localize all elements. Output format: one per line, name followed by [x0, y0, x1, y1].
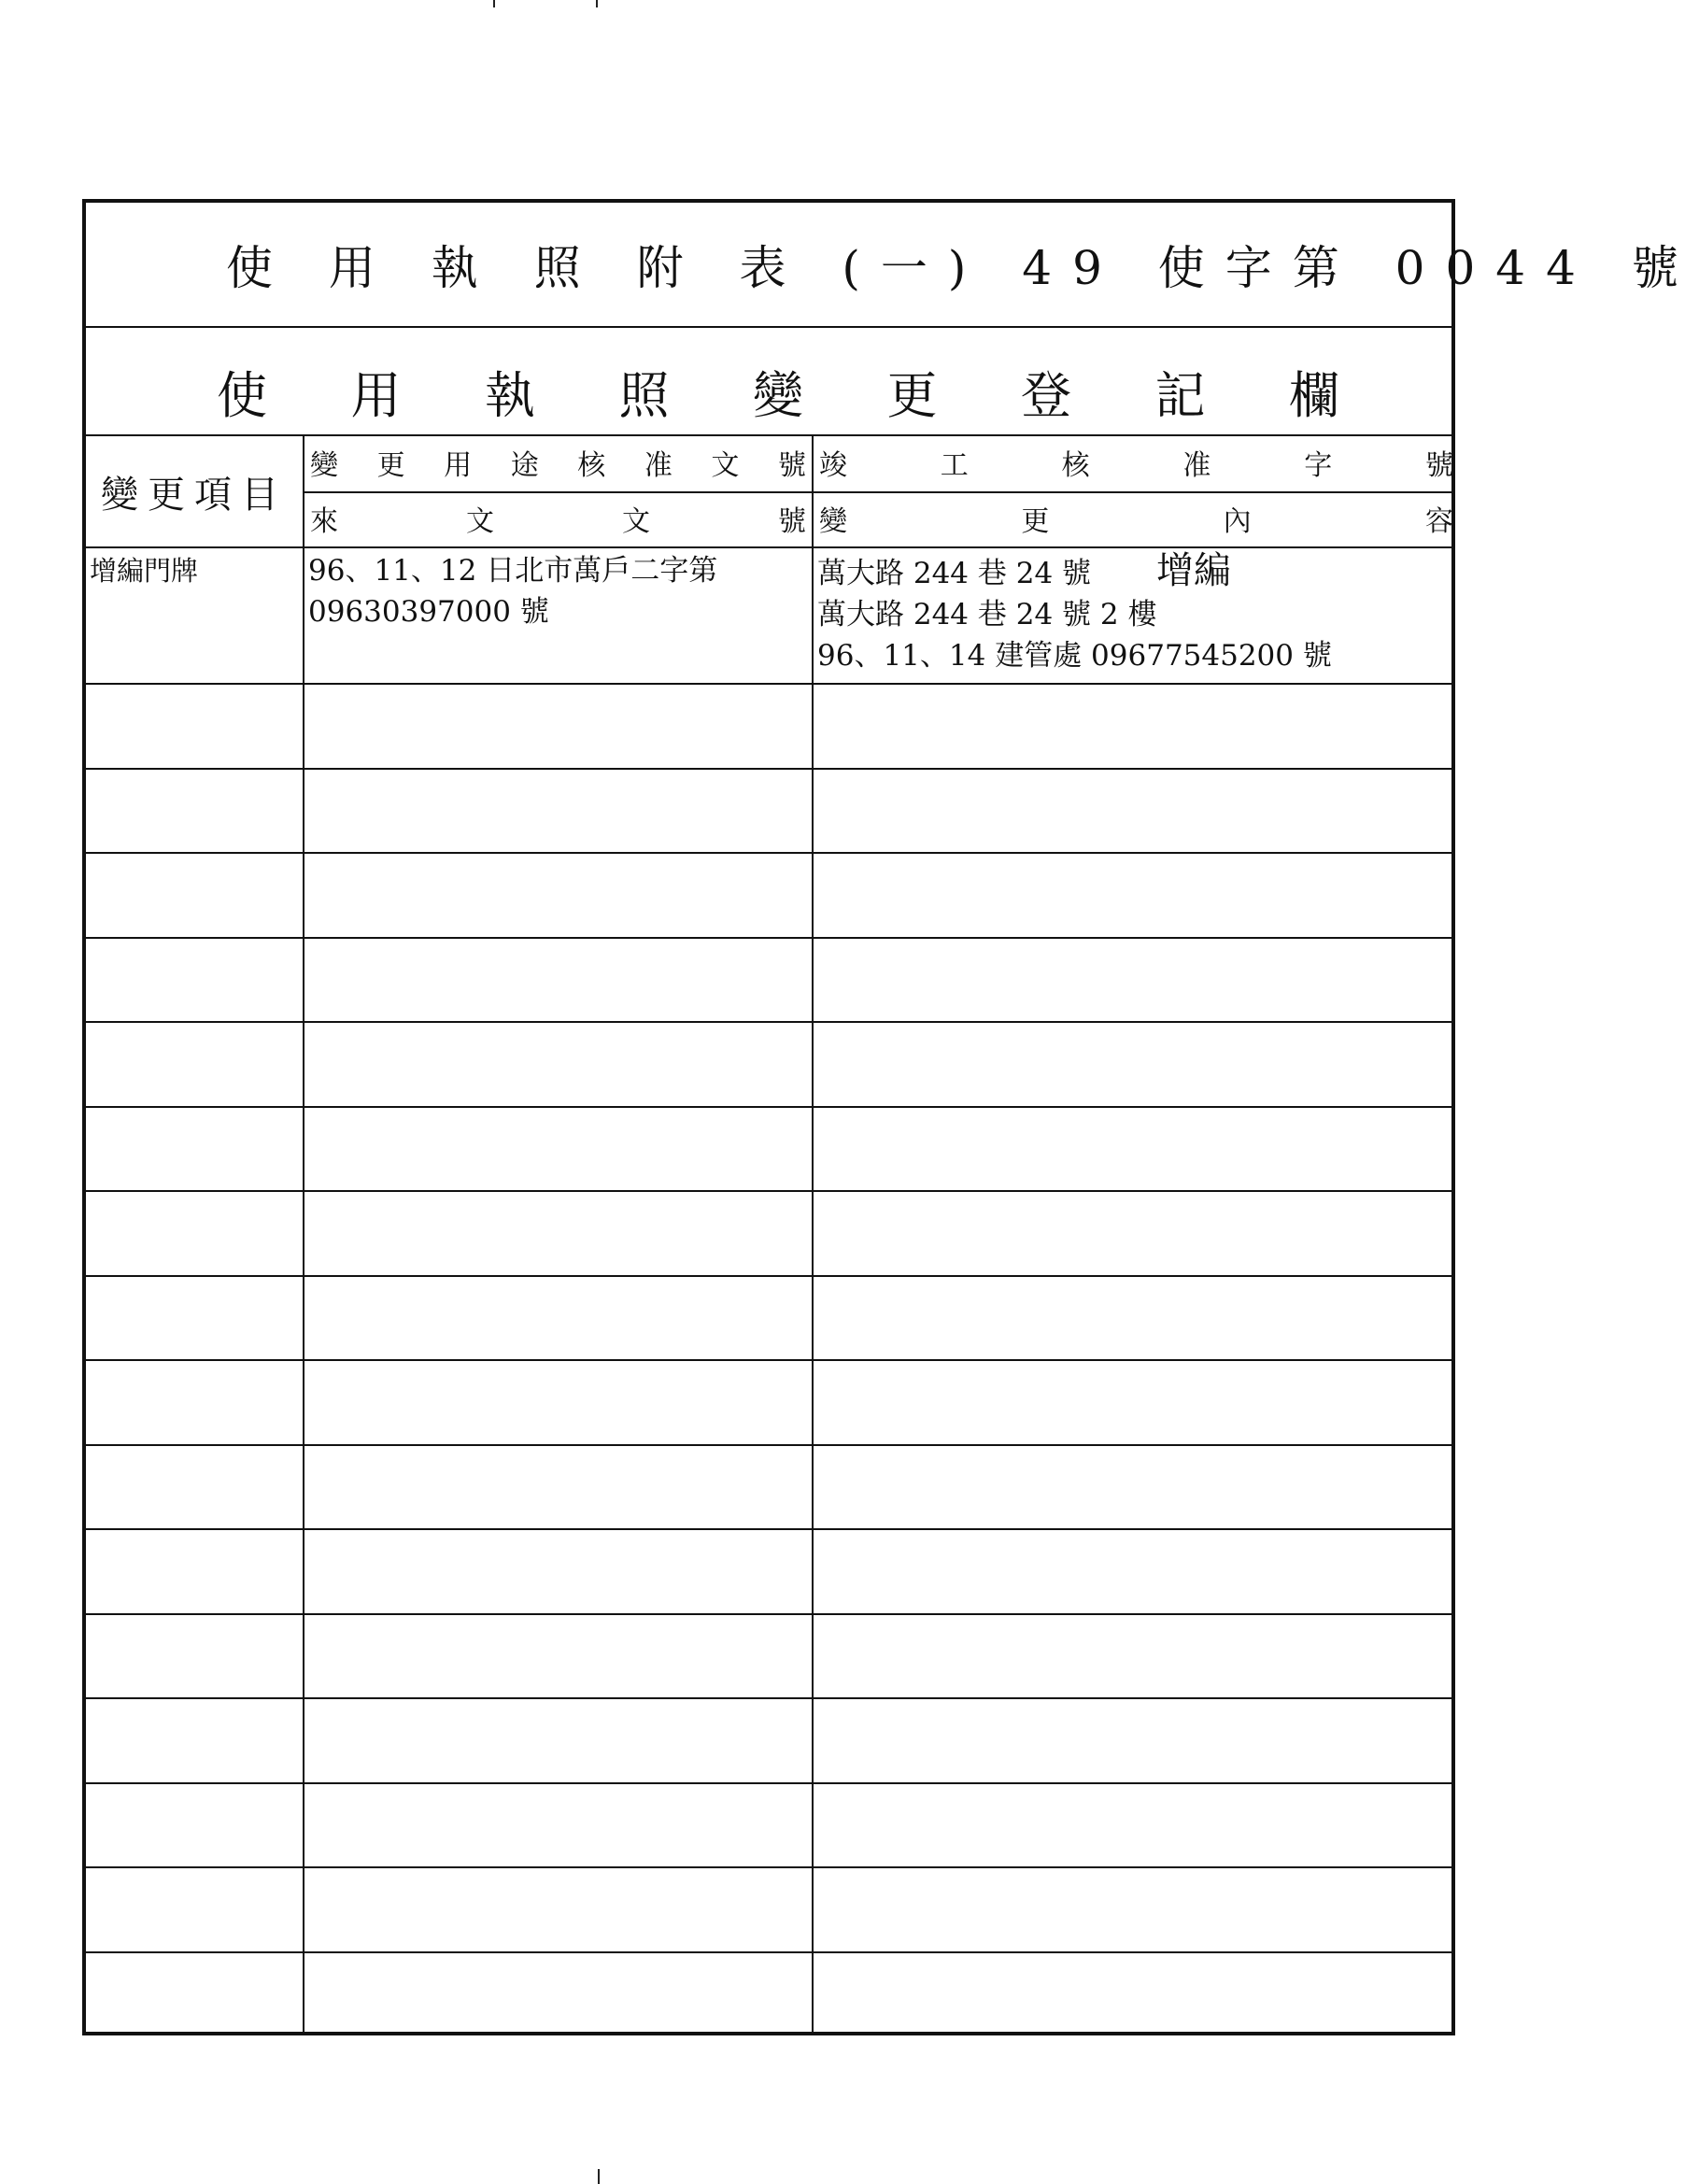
heading-char: 照 [618, 366, 670, 425]
header-char: 號 [777, 449, 806, 482]
table-row-empty [86, 1784, 1451, 1869]
header-char: 途 [510, 449, 539, 482]
header-change-content [814, 498, 1459, 539]
header-char: 核 [1061, 449, 1090, 482]
table-row-empty [86, 1615, 1451, 1700]
table-body [86, 548, 1451, 2032]
header-char: 准 [1182, 449, 1211, 482]
incoming-doc-cell [308, 548, 809, 683]
header-char: 容 [1424, 505, 1453, 538]
content-new-address: 萬大路 244 巷 24 號 2 樓 [817, 598, 1157, 631]
table-row-empty [86, 1108, 1451, 1193]
table-row-empty [86, 685, 1451, 770]
header-divider [304, 491, 1451, 493]
table-row-empty [86, 1023, 1451, 1108]
header-char: 文 [711, 449, 740, 482]
heading-char: 更 [886, 366, 938, 425]
heading-char: 使 [217, 366, 267, 425]
doc-line: 09630397000 號 [308, 595, 549, 629]
header-char: 用 [444, 449, 473, 482]
header-completion-approval-no [814, 442, 1459, 483]
table-row-empty [86, 1446, 1451, 1531]
usage-permit-annex-form [82, 199, 1699, 2035]
header-char: 文 [466, 505, 494, 538]
bottom-margin-mark [598, 2169, 600, 2184]
header-incoming-doc-no [304, 498, 812, 539]
content-tag: 增編 [1156, 549, 1232, 592]
header-char: 更 [376, 449, 405, 482]
header-char: 變 [310, 449, 338, 482]
header-char: 工 [940, 449, 969, 482]
header-char: 准 [644, 449, 673, 482]
table-row-empty [86, 1953, 1451, 2038]
header-char: 字 [1304, 449, 1333, 482]
top-margin-mark-left [493, 0, 495, 7]
content-address: 萬大路 244 巷 24 號 [817, 557, 1092, 590]
table-row [86, 548, 1451, 685]
table-row-empty [86, 1699, 1451, 1784]
table-row-empty [86, 854, 1451, 939]
table-row-empty [86, 1277, 1451, 1362]
header-char: 核 [577, 449, 606, 482]
heading-char: 執 [485, 366, 535, 425]
header-char: 竣 [819, 449, 847, 482]
table-row-empty [86, 770, 1451, 855]
subtitle-row [86, 328, 1451, 436]
change-registration-heading [217, 356, 1339, 428]
header-char: 來 [310, 505, 338, 538]
header-approval-doc-no [304, 442, 812, 483]
table-row-empty [86, 939, 1451, 1024]
header-char: 號 [1424, 449, 1453, 482]
change-content-cell [817, 548, 1452, 683]
heading-char: 用 [350, 366, 402, 425]
table-row-empty [86, 1868, 1451, 1953]
header-char: 號 [778, 505, 806, 538]
top-margin-mark-right [596, 0, 598, 7]
document-title: 使 用 執 照 附 表 (一) 49 使字第 0044 號 [226, 241, 1699, 295]
heading-char: 記 [1154, 366, 1206, 425]
doc-line: 96、11、12 日北市萬戶二字第 [308, 554, 718, 588]
heading-char: 欄 [1289, 366, 1339, 425]
header-char: 內 [1223, 505, 1252, 538]
title-row [86, 203, 1699, 328]
content-approval-ref: 96、11、14 建管處 09677545200 號 [817, 639, 1332, 673]
heading-char: 變 [753, 366, 803, 425]
change-item-cell: 增編門牌 [90, 555, 199, 587]
table-row-empty [86, 1530, 1451, 1615]
table-header [86, 436, 1451, 548]
header-char: 更 [1021, 505, 1050, 538]
header-change-item: 變更項目 [101, 473, 288, 517]
header-char: 變 [819, 505, 847, 538]
table-row-empty [86, 1192, 1451, 1277]
header-char: 文 [622, 505, 650, 538]
heading-char: 登 [1021, 366, 1071, 425]
table-row-empty [86, 1361, 1451, 1446]
